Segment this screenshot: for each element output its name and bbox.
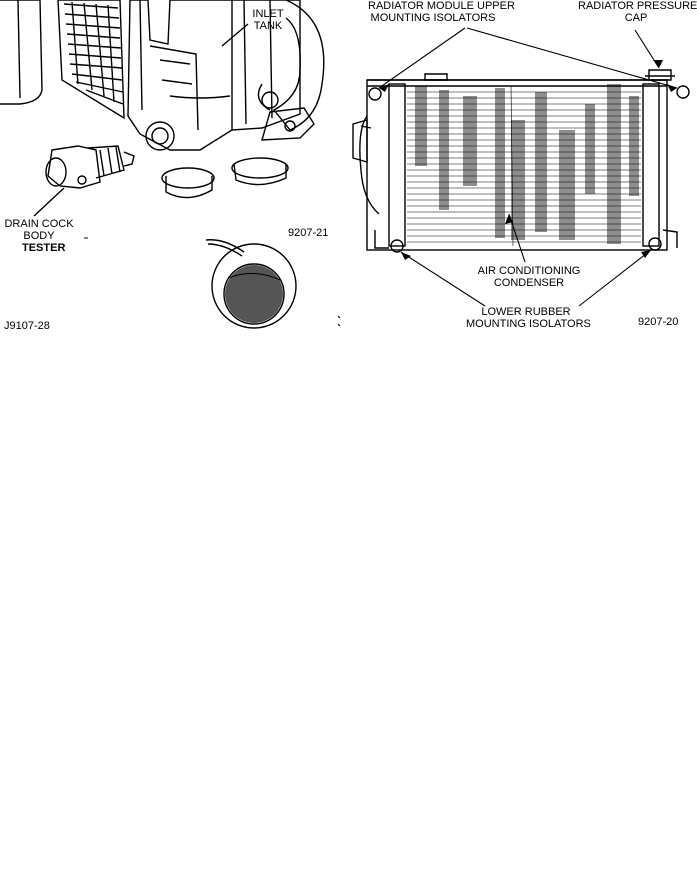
- drain-cock-valve: [46, 146, 134, 188]
- lower-isolators-leader-right: [579, 250, 651, 306]
- upper-isolator-right: [677, 86, 689, 98]
- drain-cock-illustration: [0, 0, 345, 335]
- pressure-cap-label-line1: RADIATOR PRESSURE: [578, 0, 697, 12]
- upper-isolators-label-line2: MOUNTING ISOLATORS: [370, 12, 496, 24]
- page-figure-number: J9107-28: [4, 320, 50, 332]
- inlet-tank-label-line1: INLET: [252, 8, 284, 20]
- inlet-tank-label-line2: TANK: [253, 20, 283, 32]
- pressure-cap-label-line2: CAP: [624, 12, 648, 24]
- pressure-cap: [649, 70, 671, 80]
- right-side-tank: [643, 84, 659, 246]
- condenser-label-line2: CONDENSER: [493, 277, 565, 289]
- upper-isolators-leader-right: [467, 28, 677, 88]
- upper-isolator-left: [369, 88, 381, 100]
- drain-cock-label: [0, 218, 78, 242]
- lower-isolators-label: [466, 306, 591, 330]
- left-side-tank: [389, 84, 405, 246]
- lower-isolators-label-line2: MOUNTING ISOLATORS: [466, 318, 591, 330]
- radiator-side-panel: [0, 0, 42, 104]
- drain-cock-leader: [34, 188, 64, 216]
- condenser-label: [474, 265, 584, 289]
- drain-cock-label-line1: DRAIN COCK: [4, 218, 74, 230]
- drain-cock-label-line2: BODY: [23, 230, 55, 242]
- pressure-cap-label: [578, 0, 697, 24]
- inlet-tank-label: [244, 8, 292, 32]
- upper-isolators-label: [368, 0, 515, 24]
- right-figure-number: 9207-20: [638, 316, 679, 328]
- lower-isolators-leader-left: [401, 252, 485, 306]
- upper-isolators-leader-left: [379, 28, 465, 88]
- condenser-label-line1: AIR CONDITIONING: [477, 265, 581, 277]
- tester-label: TESTER: [22, 242, 66, 254]
- outlet-tank: [128, 0, 232, 150]
- lower-isolators-label-line1: LOWER RUBBER: [481, 306, 571, 318]
- mounting-bracket: [262, 108, 314, 140]
- drain-port: [146, 122, 174, 150]
- upper-isolators-label-line1: RADIATOR MODULE UPPER: [368, 0, 515, 12]
- left-figure-number: 9207-21: [288, 227, 329, 239]
